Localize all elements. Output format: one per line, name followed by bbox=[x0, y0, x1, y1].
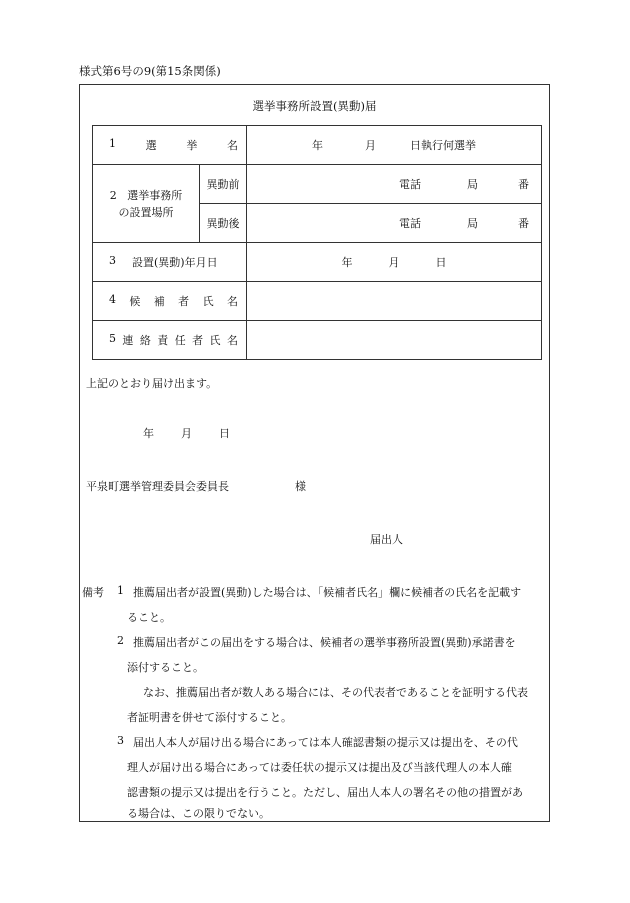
setup-date-field[interactable] bbox=[247, 243, 542, 282]
after-change-label: 異動後 bbox=[200, 204, 247, 243]
form-table bbox=[92, 125, 542, 360]
year-unit: 年 bbox=[312, 139, 323, 152]
candidate-name-field[interactable] bbox=[247, 282, 542, 321]
label-char: 者 bbox=[192, 334, 204, 347]
candidate-name-label-cell bbox=[93, 282, 247, 321]
note-2-line-2: 添付すること。 bbox=[127, 661, 204, 674]
month-unit: 月 bbox=[365, 139, 376, 152]
office-location-label-cell bbox=[93, 165, 200, 243]
row-setup-date bbox=[93, 243, 542, 282]
label-char: 氏 bbox=[209, 334, 221, 347]
statement-text: 上記のとおり届け出ます。 bbox=[86, 377, 218, 390]
day-unit: 日 bbox=[435, 256, 447, 269]
year-unit: 年 bbox=[143, 427, 154, 440]
note-1-number: 1 bbox=[117, 584, 124, 597]
label-char: 名 bbox=[226, 334, 238, 347]
row-number: 2 bbox=[109, 188, 117, 202]
row-candidate-name bbox=[93, 282, 542, 321]
number-label: 番 bbox=[518, 178, 529, 191]
phone-label: 電話 bbox=[399, 178, 421, 191]
note-1-line-1: 推薦届出者が設置(異動)した場合は、「候補者氏名」欄に候補者の氏名を記載す bbox=[133, 586, 522, 599]
label-char: 名 bbox=[226, 139, 238, 152]
honorific: 様 bbox=[295, 480, 306, 493]
election-suffix: 日執行何選挙 bbox=[410, 139, 476, 152]
row-office-before bbox=[93, 165, 542, 204]
note-3-line-1: 届出人本人が届け出る場合にあっては本人確認書類の提示又は提出を、その代 bbox=[133, 736, 518, 749]
row-number: 3 bbox=[109, 254, 116, 267]
note-3-line-3: 認書類の提示又は提出を行うこと。ただし、届出人本人の署名その他の措置があ bbox=[127, 786, 523, 799]
office-after-field[interactable] bbox=[247, 204, 542, 243]
label-char: 責 bbox=[157, 334, 169, 347]
label-char: 補 bbox=[153, 295, 165, 308]
row-number: 1 bbox=[109, 137, 116, 150]
addressee: 平泉町選挙管理委員会委員長 bbox=[86, 480, 229, 493]
exchange-label: 局 bbox=[467, 178, 478, 191]
note-2-line-4: 者証明書を併せて添付すること。 bbox=[127, 711, 292, 724]
office-before-field[interactable] bbox=[247, 165, 542, 204]
label-char: 者 bbox=[178, 295, 190, 308]
setup-date-label: 設置(異動)年月日 bbox=[132, 256, 218, 269]
note-3-number: 3 bbox=[117, 734, 124, 747]
label-char: 氏 bbox=[202, 295, 214, 308]
document-title: 選挙事務所設置(異動)届 bbox=[252, 99, 377, 113]
label-char: 挙 bbox=[186, 139, 198, 152]
phone-label: 電話 bbox=[399, 217, 421, 230]
note-2-line-1: 推薦届出者がこの届出をする場合は、候補者の選挙事務所設置(異動)承諾書を bbox=[133, 636, 516, 649]
election-name-field[interactable] bbox=[247, 126, 542, 165]
row-election-name bbox=[93, 126, 542, 165]
form-number-label: 様式第6号の9(第15条関係) bbox=[79, 64, 221, 78]
month-unit: 月 bbox=[388, 256, 400, 269]
label-char: 候 bbox=[129, 295, 141, 308]
row-number: 4 bbox=[109, 293, 116, 306]
sign-date bbox=[143, 425, 230, 441]
notifier-label: 届出人 bbox=[370, 533, 403, 546]
row-contact-person bbox=[93, 321, 542, 360]
label-char: 名 bbox=[226, 295, 238, 308]
contact-person-label-cell bbox=[93, 321, 247, 360]
note-2-number: 2 bbox=[117, 634, 124, 647]
year-unit: 年 bbox=[341, 256, 353, 269]
before-change-label: 異動前 bbox=[200, 165, 247, 204]
office-label-line2: の設置場所 bbox=[118, 205, 174, 219]
setup-date-label-cell bbox=[93, 243, 247, 282]
note-3-line-2: 理人が届け出る場合にあっては委任状の提示又は提出及び当該代理人の本人確 bbox=[127, 761, 512, 774]
election-name-label-cell bbox=[93, 126, 247, 165]
label-char: 連 bbox=[122, 334, 134, 347]
exchange-label: 局 bbox=[467, 217, 478, 230]
month-unit: 月 bbox=[181, 427, 192, 440]
note-2-line-3: なお、推薦届出者が数人ある場合には、その代表者であることを証明する代表 bbox=[143, 686, 528, 699]
label-char: 選 bbox=[145, 139, 157, 152]
note-3-line-4: る場合は、この限りでない。 bbox=[127, 807, 270, 820]
contact-person-field[interactable] bbox=[247, 321, 542, 360]
label-char: 任 bbox=[174, 334, 186, 347]
note-1-line-2: ること。 bbox=[127, 611, 171, 624]
office-label-line1: 選挙事務所 bbox=[127, 188, 183, 202]
number-label: 番 bbox=[518, 217, 529, 230]
day-unit: 日 bbox=[219, 427, 230, 440]
row-number: 5 bbox=[109, 332, 116, 345]
label-char: 絡 bbox=[139, 334, 151, 347]
notes-heading: 備考 bbox=[82, 586, 104, 599]
